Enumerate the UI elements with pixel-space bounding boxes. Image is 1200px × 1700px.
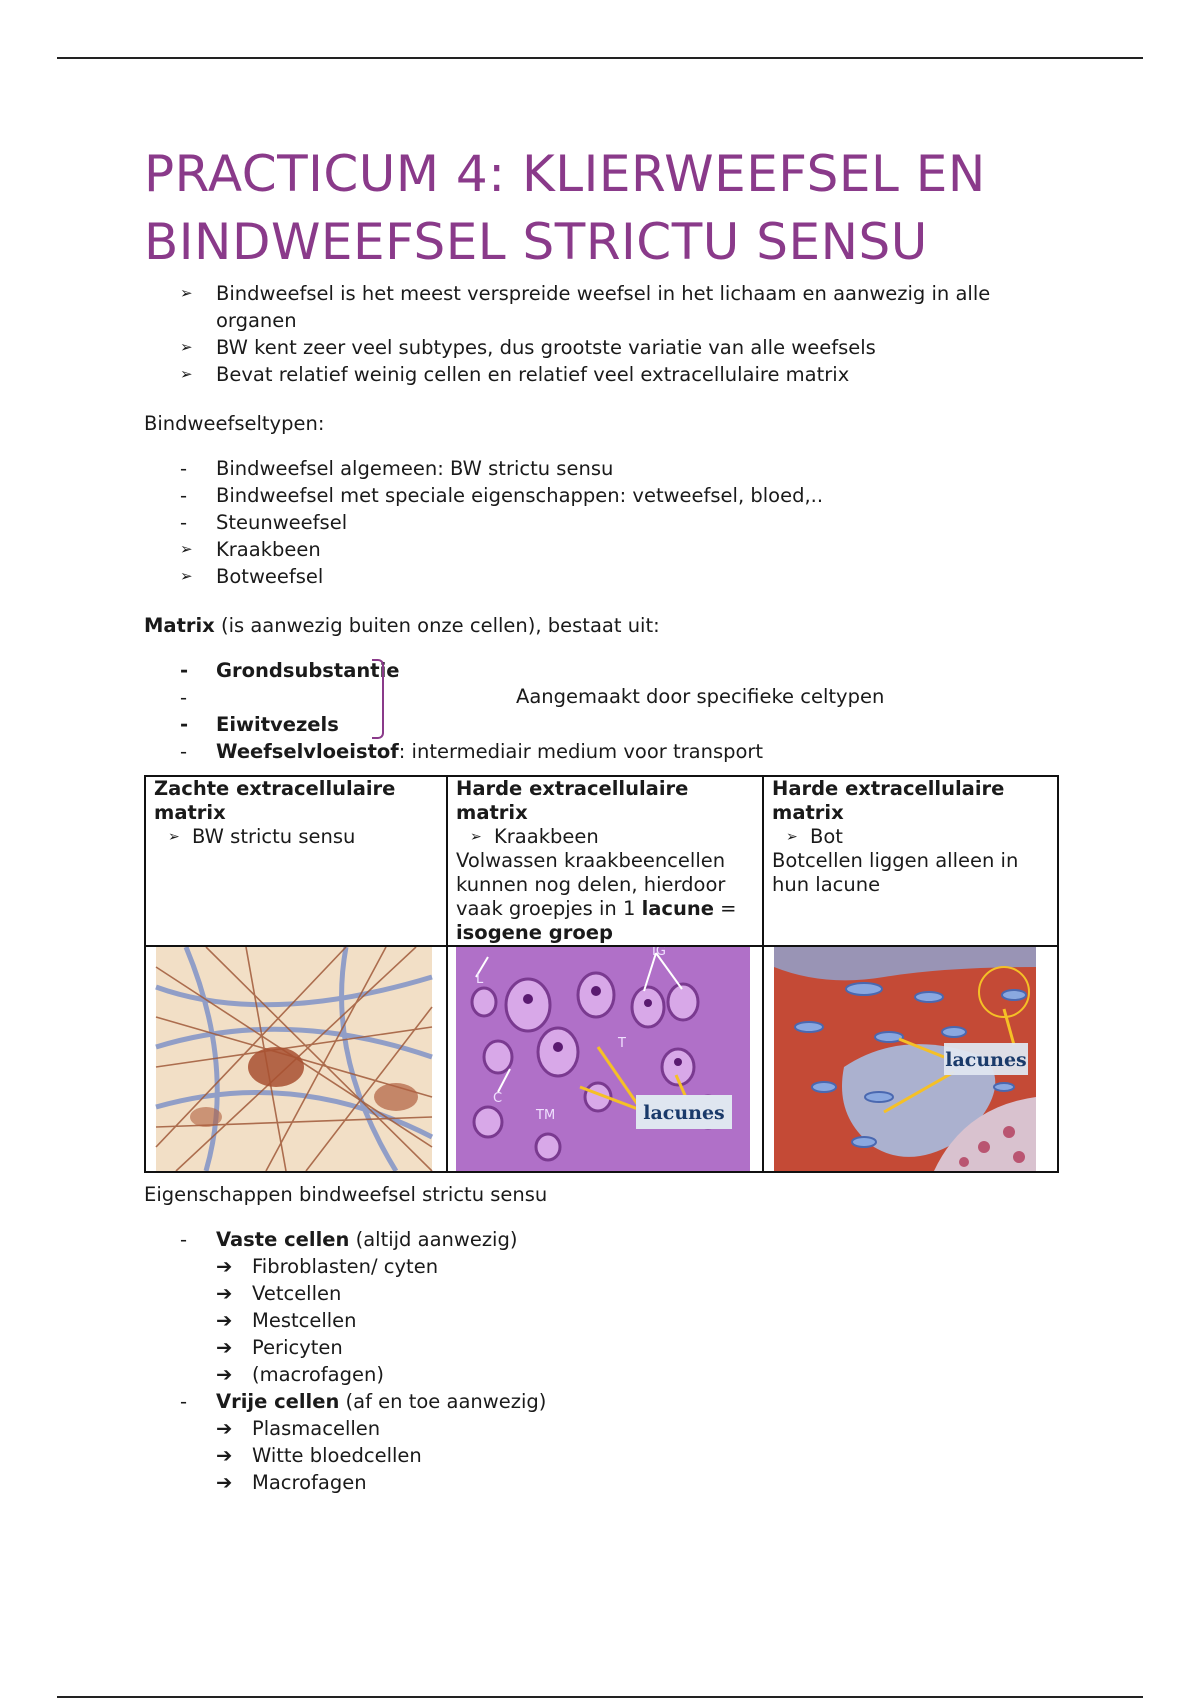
list-item: - Grondsubstantie — [144, 657, 1064, 684]
list-item: ➔ Vetcellen — [144, 1280, 1064, 1307]
footer-rule — [57, 1696, 1143, 1698]
bone-image — [764, 947, 1057, 1171]
table-cell: Harde extracellulaire matrix ➢ Kraakbeen Volwassen kraakbeencellen kunnen nog delen, hierdoor vaak groepjes in 1 lacune = isogene groep — [447, 776, 763, 946]
list-item: - Bindweefsel met speciale eigenschappen: vetweefsel, bloed,.. — [144, 482, 1064, 509]
cells-list — [144, 1226, 1064, 1253]
matrix-intro: Matrix (is aanwezig buiten onze cellen), bestaat uit: — [144, 614, 660, 637]
fixed-cells-list — [144, 1253, 1064, 1388]
svg-text:lacunes: lacunes — [945, 1049, 1027, 1071]
types-heading: Bindweefseltypen: — [144, 412, 325, 435]
list-item: - Weefselvloeistof: intermediair medium voor transport — [144, 738, 1064, 765]
brace-note: Aangemaakt door specifieke celtypen — [516, 685, 885, 708]
list-item: ➢ Kraakbeen — [144, 536, 1064, 563]
image-cell — [145, 946, 447, 1172]
svg-text:TM: TM — [536, 1108, 556, 1123]
list-item: ➔ (macrofagen) — [144, 1361, 1064, 1388]
list-item: - Vrije cellen (af en toe aanwezig) — [144, 1388, 1064, 1415]
types-list — [144, 455, 1064, 590]
list-item: ➔ Fibroblasten/ cyten — [144, 1253, 1064, 1280]
props-heading: Eigenschappen bindweefsel strictu sensu — [144, 1183, 548, 1206]
intro-list — [144, 280, 1064, 388]
list-item: ➔ Witte bloedcellen — [144, 1442, 1064, 1469]
svg-text:T: T — [618, 1036, 626, 1051]
list-item: ➔ Plasmacellen — [144, 1415, 1064, 1442]
svg-text:IG: IG — [652, 947, 666, 959]
table-cell: Zachte extracellulaire matrix ➢ BW strictu sensu — [145, 776, 447, 946]
list-item: ➢ Bevat relatief weinig cellen en relatief veel extracellulaire matrix — [144, 361, 1064, 388]
list-item: ➢ BW kent zeer veel subtypes, dus grootste variatie van alle weefsels — [144, 334, 1064, 361]
free-cells-list — [144, 1415, 1064, 1496]
list-item: ➔ Pericyten — [144, 1334, 1064, 1361]
table-cell: Harde extracellulaire matrix ➢ Bot Botcellen liggen alleen in hun lacune — [763, 776, 1058, 946]
svg-text:lacunes: lacunes — [643, 1102, 725, 1124]
list-item: - Vaste cellen (altijd aanwezig) — [144, 1226, 1064, 1253]
svg-text:L: L — [476, 972, 484, 987]
matrix-table — [144, 775, 1059, 1173]
brace-bracket — [372, 659, 384, 739]
page-title: PRACTICUM 4: KLIERWEEFSEL EN BINDWEEFSEL STRICTU SENSU — [144, 145, 986, 271]
list-item: ➔ Mestcellen — [144, 1307, 1064, 1334]
list-item: - Eiwitvezels — [144, 711, 1064, 738]
list-item: ➢ Botweefsel — [144, 563, 1064, 590]
svg-text:C: C — [493, 1091, 503, 1106]
list-item: ➢ Bindweefsel is het meest verspreide weefsel in het lichaam en aanwezig in alle organen — [144, 280, 1064, 334]
image-cell — [447, 946, 763, 1172]
list-item: - Bindweefsel algemeen: BW strictu sensu — [144, 455, 1064, 482]
document-body — [144, 140, 1064, 1496]
cartilage-image — [448, 947, 762, 1171]
matrix-components — [144, 657, 1064, 765]
image-cell — [763, 946, 1058, 1172]
list-item: ➔ Macrofagen — [144, 1469, 1064, 1496]
loose-connective-tissue-image — [146, 947, 444, 1171]
list-item: - Steunweefsel — [144, 509, 1064, 536]
header-rule — [57, 57, 1143, 59]
